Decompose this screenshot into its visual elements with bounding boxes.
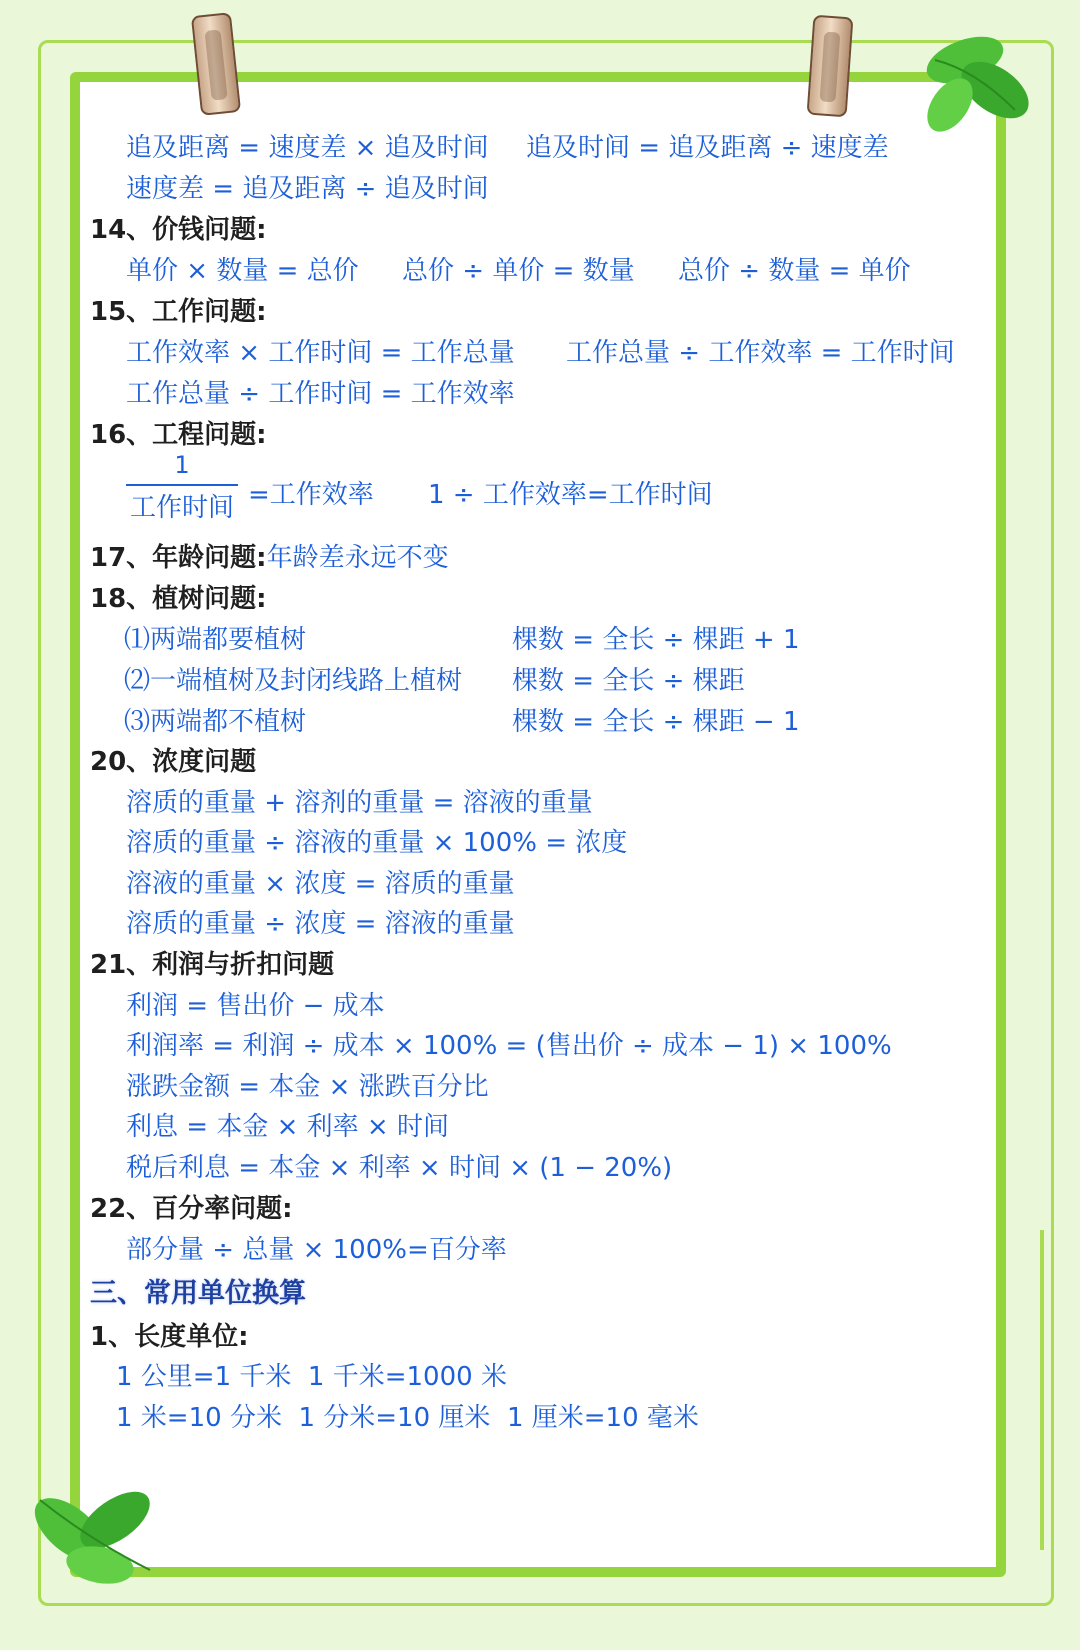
- formula-line: 1 米=10 分米 1 分米=10 厘米 1 厘米=10 毫米: [116, 1403, 699, 1433]
- heading-16: 16、工程问题:: [90, 420, 267, 450]
- fraction-bar: [126, 484, 238, 486]
- heading-17: [90, 538, 449, 578]
- formula-line: 工作总量 ÷ 工作效率 = 工作时间: [566, 338, 955, 368]
- formula-line: 利息 = 本金 × 利率 × 时间: [126, 1112, 449, 1142]
- formula-line: 追及距离 = 速度差 × 追及时间: [126, 133, 489, 163]
- formula-line: =工作效率: [248, 480, 374, 510]
- heading-length-units: 1、长度单位:: [90, 1322, 249, 1352]
- formula-line: 部分量 ÷ 总量 × 100%=百分率: [126, 1235, 507, 1265]
- formula-line: 溶质的重量 ÷ 浓度 = 溶液的重量: [126, 909, 515, 939]
- heading-18: 18、植树问题:: [90, 584, 267, 614]
- fraction-denominator: 工作时间: [129, 493, 234, 523]
- fraction: [126, 450, 238, 526]
- formula-line: 工作总量 ÷ 工作时间 = 工作效率: [126, 379, 515, 409]
- green-leaf-icon: [905, 20, 1045, 140]
- formula-line: ⑴两端都要植树: [124, 625, 307, 655]
- formula-line: 单价 × 数量 = 总价: [126, 256, 359, 286]
- formula-line: 棵数 = 全长 ÷ 棵距 − 1: [512, 707, 800, 737]
- heading-22: 22、百分率问题:: [90, 1194, 293, 1224]
- formula-line: 速度差 = 追及距离 ÷ 追及时间: [126, 174, 489, 204]
- formula-line: 溶质的重量 + 溶剂的重量 = 溶液的重量: [126, 788, 593, 818]
- formula-line: 工作效率 × 工作时间 = 工作总量: [126, 338, 515, 368]
- frame-accent-line: [1040, 1230, 1044, 1550]
- heading-17-label: 17、年龄问题:: [90, 543, 267, 573]
- formula-line: ⑶两端都不植树: [124, 707, 307, 737]
- formula-line: 1 公里=1 千米 1 千米=1000 米: [116, 1362, 507, 1392]
- formula-line: 棵数 = 全长 ÷ 棵距: [512, 666, 745, 696]
- formula-line: 年龄差永远不变: [266, 543, 449, 573]
- fraction-numerator: 1: [174, 451, 190, 479]
- formula-line: 追及时间 = 追及距离 ÷ 速度差: [526, 133, 889, 163]
- wooden-clip-icon: [807, 15, 854, 118]
- formula-line: 溶质的重量 ÷ 溶液的重量 × 100% = 浓度: [126, 828, 628, 858]
- heading-15: 15、工作问题:: [90, 297, 267, 327]
- green-leaf-icon: [20, 1470, 170, 1600]
- section-title: 三、常用单位换算: [90, 1278, 306, 1309]
- formula-line: 总价 ÷ 单价 = 数量: [402, 256, 635, 286]
- heading-21: 21、利润与折扣问题: [90, 950, 335, 980]
- heading-14: 14、价钱问题:: [90, 215, 267, 245]
- formula-line: 涨跌金额 = 本金 × 涨跌百分比: [126, 1072, 489, 1102]
- formula-line: 利润率 = 利润 ÷ 成本 × 100% = (售出价 ÷ 成本 − 1) × 100%: [126, 1031, 892, 1061]
- formula-line: 税后利息 = 本金 × 利率 × 时间 × (1 − 20%): [126, 1153, 673, 1183]
- formula-line: 利润 = 售出价 − 成本: [126, 991, 385, 1021]
- formula-line: 1 ÷ 工作效率=工作时间: [428, 480, 713, 510]
- heading-20: 20、浓度问题: [90, 747, 257, 777]
- formula-line: 总价 ÷ 数量 = 单价: [678, 256, 911, 286]
- formula-line: 溶液的重量 × 浓度 = 溶质的重量: [126, 869, 515, 899]
- formula-line: 棵数 = 全长 ÷ 棵距 + 1: [512, 625, 800, 655]
- formula-line: ⑵一端植树及封闭线路上植树: [124, 666, 463, 696]
